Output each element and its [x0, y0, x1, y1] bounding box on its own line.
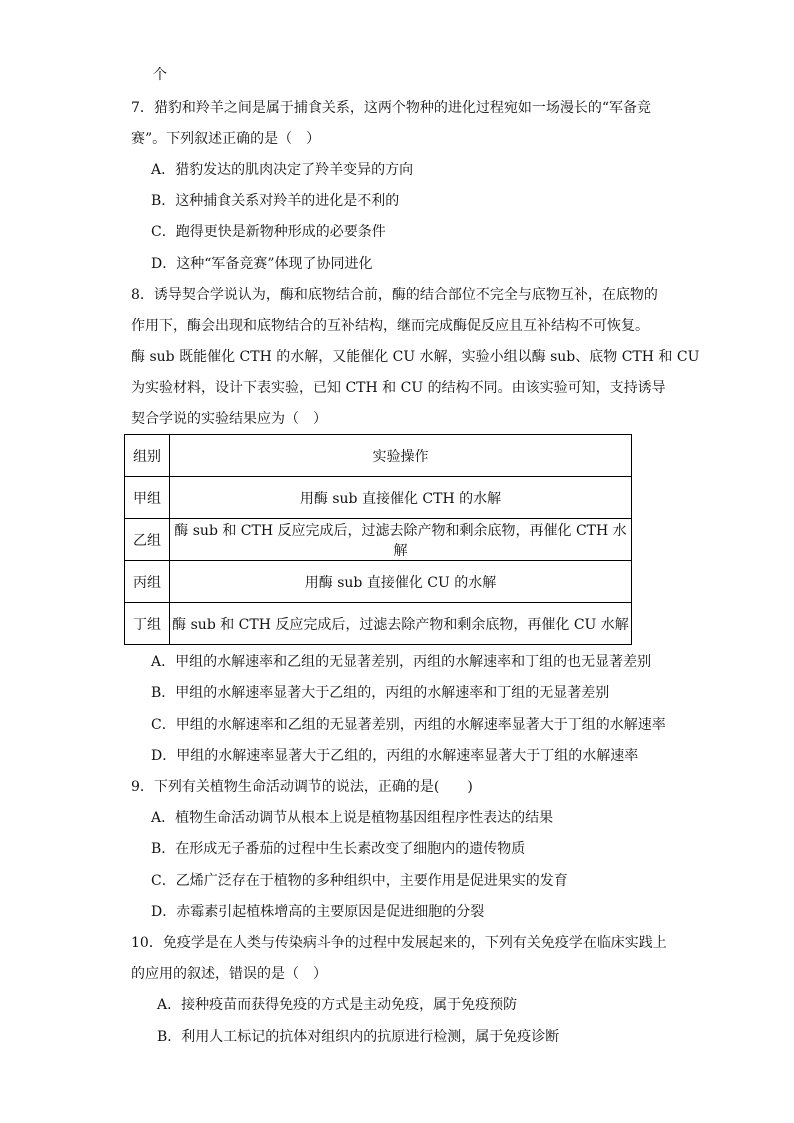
- table-cell-operation: 酶 sub 和 CTH 反应完成后，过滤去除产物和剩余底物，再催化 CTH 水解: [170, 519, 632, 561]
- q10-stem-line-1: 10．免疫学是在人类与传染病斗争的过程中发展起来的，下列有关免疫学在临床实践上: [131, 935, 667, 951]
- continuation-char: 个: [153, 67, 167, 83]
- q10-option-b: B．利用人工标记的抗体对组织内的抗原进行检测，属于免疫诊断: [157, 1029, 560, 1045]
- q7-option-d: D．这种“军备竞赛”体现了协同进化: [151, 256, 373, 272]
- table-header-operation: 实验操作: [170, 435, 632, 477]
- q7-stem-line-2: 赛”。下列叙述正确的是（ ）: [131, 131, 321, 147]
- q7-option-c: C．跑得更快是新物种形成的必要条件: [151, 224, 386, 240]
- q7-stem-line-1: 7．猎豹和羚羊之间是属于捕食关系，这两个物种的进化过程宛如一场漫长的“军备竞: [131, 100, 652, 116]
- table-row: [125, 561, 632, 603]
- q9-option-d: D．赤霉素引起植株增高的主要原因是促进细胞的分裂: [151, 904, 485, 920]
- q9-option-b: B．在形成无子番茄的过程中生长素改变了细胞内的遗传物质: [151, 841, 526, 857]
- table-cell-group: 乙组: [125, 519, 170, 561]
- q8-option-d: D．甲组的水解速率显著大于乙组的，丙组的水解速率显著大于丁组的水解速率: [151, 748, 639, 764]
- table-cell-group: 丙组: [125, 561, 170, 603]
- q8-stem-line-1: 8．诱导契合学说认为，酶和底物结合前，酶的结合部位不完全与底物互补，在底物的: [131, 287, 658, 303]
- table-cell-operation: 酶 sub 和 CTH 反应完成后，过滤去除产物和剩余底物，再催化 CU 水解: [170, 603, 632, 645]
- q10-option-a: A．接种疫苗而获得免疫的方式是主动免疫，属于免疫预防: [157, 997, 518, 1013]
- q7-option-a: A．猎豹发达的肌肉决定了羚羊变异的方向: [151, 162, 414, 178]
- q9-stem: 9．下列有关植物生命活动调节的说法，正确的是( ): [131, 779, 473, 795]
- table-row: [125, 603, 632, 645]
- table-header-row: [125, 435, 632, 477]
- q7-option-b: B．这种捕食关系对羚羊的进化是不利的: [151, 193, 400, 209]
- table-cell-group: 甲组: [125, 477, 170, 519]
- experiment-table: [124, 434, 632, 645]
- q9-option-c: C．乙烯广泛存在于植物的多种组织中，主要作用是促进果实的发育: [151, 873, 568, 889]
- q8-stem-line-5: 契合学说的实验结果应为（ ）: [131, 411, 327, 427]
- q9-option-a: A．植物生命活动调节从根本上说是植物基因组程序性表达的结果: [151, 810, 554, 826]
- q8-option-b: B．甲组的水解速率显著大于乙组的，丙组的水解速率和丁组的无显著差别: [151, 685, 610, 701]
- q10-stem-line-2: 的应用的叙述，错误的是（ ）: [131, 966, 327, 982]
- q8-stem-line-3: 酶 sub 既能催化 CTH 的水解，又能催化 CU 水解，实验小组以酶 sub、底物 CTH 和 CU: [131, 349, 700, 365]
- q8-option-a: A．甲组的水解速率和乙组的无显著差别，丙组的水解速率和丁组的也无显著差别: [151, 654, 652, 670]
- q8-stem-line-4: 为实验材料，设计下表实验，已知 CTH 和 CU 的结构不同。由该实验可知，支持诱导: [131, 380, 666, 396]
- table-cell-operation: 用酶 sub 直接催化 CU 的水解: [170, 561, 632, 603]
- table-cell-group: 丁组: [125, 603, 170, 645]
- table-row: [125, 477, 632, 519]
- q8-stem-line-2: 作用下，酶会出现和底物结合的互补结构，继而完成酶促反应且互补结构不可恢复。: [131, 318, 649, 334]
- q8-option-c: C．甲组的水解速率和乙组的无显著差别，丙组的水解速率显著大于丁组的水解速率: [151, 717, 666, 733]
- table-row: [125, 519, 632, 561]
- table-cell-operation: 用酶 sub 直接催化 CTH 的水解: [170, 477, 632, 519]
- table-header-group: 组别: [125, 435, 170, 477]
